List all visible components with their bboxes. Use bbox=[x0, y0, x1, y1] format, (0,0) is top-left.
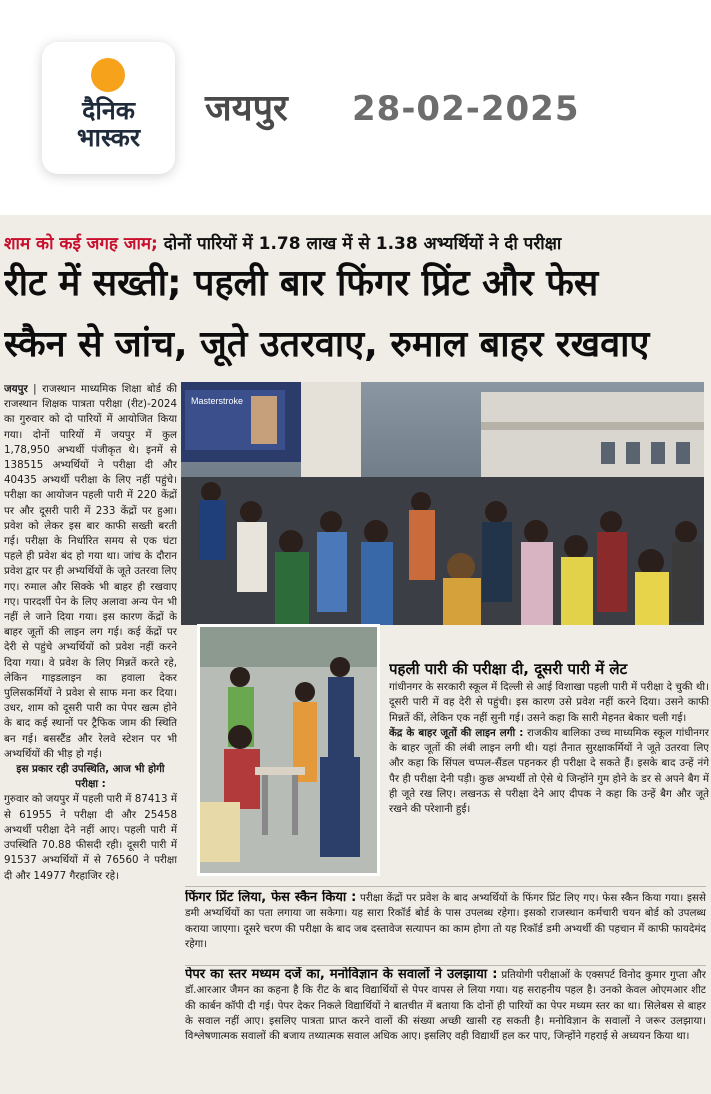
kicker-line bbox=[4, 230, 707, 258]
side-story-para-1: गांधीनगर के सरकारी स्कूल में दिल्ली से आई विशाखा पहली पारी में परीक्षा दे चुकी थी। दूसरी पारी में वह देरी से पहुंची। इस कारण उसे प्रवेश नहीं करने दिया। उसने काफी मिन्नतें कीं, लेकिन एक नहीं सुनी गई। उसने कहा कि सारी मेहनत बेकार चली गई। bbox=[389, 681, 709, 724]
kicker-black: दोनों पारियों में 1.78 लाख में से 1.38 अभ्यर्थियों ने दी परीक्षा bbox=[157, 234, 562, 254]
story-para-1: | राजस्थान माध्यमिक शिक्षा बोर्ड की राजस्थान शिक्षक पात्रता परीक्षा (रीट)-2024 का गुरुवार को दो पारियों में आयोजित किया गया। दोनों पारियों में जयपुर में कुल 1,78,950 अभ्यर्थी पंजीकृत थे। इनमें से 138515 अभ्यर्थियों ने परीक्षा दी और 40435 अभ्यर्थी परीक्षा के लिए नहीं पहुंचे। परीक्षा का आयोजन पहली पारी में 220 केंद्रों पर और दूसरी पारी में 233 केंद्रों पर हुआ। प्रवेश को लेकर इस बार काफी सख्ती बरती गई। परीक्षा के निर्धारित समय से एक घंटा पहले ही प्रवेश बंद हो गया था। जांच के दौरान प्रवेश द्वार पर ही अभ्यर्थियों के जूते उतरवा लिए गए। रुमाल और सिक्के भी बाहर ही रखवाए गए। पारदर्शी पेन के लिए अलावा अन्य पेन भी नहीं ले जाने दिया गया। इस कारण केंद्रों के बाहर जूतों की लाइन लग गई। कई केंद्रों पर देरी से पहुंचे अभ्यर्थियों को प्रवेश नहीं करने दिया गया। वे प्रवेश के लिए मिन्नतें करते रहे, लेकिन गाइडलाइन का हवाला देकर पुलिसकर्मियों ने प्रवेश से साफ मना कर दिया। उधर, शाम को दूसरी पारी का पेपर खत्म होने के बाद कई स्थानों पर ट्रैफिक जाम की स्थिति बन गई। बसस्टैंड और रेलवे स्टेशन पर भी अभ्यर्थियों की भीड़ हो गई। bbox=[4, 383, 177, 760]
divider bbox=[185, 886, 706, 887]
logo-line-2: भास्कर bbox=[76, 123, 141, 152]
edition-city: जयपुर bbox=[205, 88, 288, 129]
story-para-2: गुरुवार को जयपुर में पहली पारी में 87413 में से 61955 ने परीक्षा दी और 25458 अभ्यर्थी परीक्षा देने नहीं आए। पहली पारी में उपस्थिति 70.88 फीसदी रही। दूसरी पारी में 91537 अभ्यर्थियों में से 76560 ने परीक्षा दी और 14977 गैरहाजिर रहे। bbox=[4, 793, 177, 882]
kicker-red: शाम को कई जगह जाम; bbox=[4, 234, 158, 254]
logo-line-1: दैनिक bbox=[82, 96, 135, 125]
strip1-text: परीक्षा केंद्रों पर प्रवेश के बाद अभ्यर्थियों के फिंगर प्रिंट लिए गए। फेस स्कैन किया गया। इससे डमी अभ्यर्थियों का पता लगाया जा सकेगा। यह सारा रिकॉर्ड बोर्ड के पास उपलब्ध रहेगा। इसको राजस्थान कर्मचारी चयन बोर्ड को उपलब्ध कराया जाएगा। दूसरे चरण की परीक्षा के बाद जब दस्तावेज सत्यापन का काम होगा तो यह रिकॉर्ड डमी अभ्यर्थी की पहचान में काफी फायदेमंद रहेगा। bbox=[185, 892, 706, 950]
side-story bbox=[389, 658, 709, 880]
crowd-photo bbox=[181, 382, 704, 625]
fingerprint-check-photo bbox=[197, 624, 380, 876]
verification-illustration bbox=[200, 627, 377, 873]
dainik-bhaskar-logo bbox=[42, 42, 175, 174]
crowd-illustration bbox=[181, 382, 704, 625]
headline-line-1: रीट में सख्ती; पहली बार फिंगर प्रिंट और फेस bbox=[4, 263, 599, 304]
side-story-heading: पहली पारी की परीक्षा दी, दूसरी पारी में लेट bbox=[389, 660, 628, 678]
page-header bbox=[0, 0, 711, 215]
attendance-subhead: इस प्रकार रही उपस्थिति, आज भी होगी परीक्षा : bbox=[16, 763, 165, 791]
strip1-heading: फिंगर प्रिंट लिया, फेस स्कैन किया : bbox=[185, 890, 357, 905]
strip2-text: प्रतियोगी परीक्षाओं के एक्सपर्ट विनोद कुमार गुप्ता और डॉ.आरआर जैमन का कहना है कि रीट के बाद विद्यार्थियों से पेपर वापस ले लिया गया। यह सराहनीय पहल है। उनको केवल ओएमआर शीट की कार्बन कॉपी दी गई। पेपर देकर निकले विद्यार्थियों ने बातचीत में बताया कि दोनों ही पारियों का पेपर मध्यम स्तर का था। सिलेबस से बाहर के सवाल नहीं आए। इसलिए पात्रता प्राप्त करने वालों की संख्या अच्छी खासी रह सकती है। मनोविज्ञान के सवालों ने जरूर उलझाया। विश्लेषणात्मक सवालों की बजाय तथ्यात्मक सवाल अधिक आए। इसलिए वही विद्यार्थी हल कर पाए, जिन्होंने गहराई से अध्ययन किया था। bbox=[185, 969, 706, 1043]
sun-icon bbox=[91, 58, 125, 92]
headline-line-2: स्कैन से जांच, जूते उतरवाए, रुमाल बाहर रखवाए bbox=[4, 324, 650, 365]
strip2-heading: पेपर का स्तर मध्यम दर्जे का, मनोविज्ञान के सवालों ने उलझाया : bbox=[185, 967, 498, 982]
left-column-story bbox=[4, 382, 177, 1087]
fingerprint-strip bbox=[185, 890, 706, 965]
edition-date: 28-02-2025 bbox=[352, 89, 580, 129]
paper-level-strip bbox=[185, 967, 706, 1092]
divider bbox=[185, 965, 706, 966]
banner-text: Masterstroke bbox=[191, 396, 244, 406]
side-story-subhead: केंद्र के बाहर जूतों की लाइन लगी : bbox=[389, 726, 524, 739]
dateline: जयपुर bbox=[4, 383, 28, 395]
side-story-para-2: राजकीय बालिका उच्च माध्यमिक स्कूल गांधीनगर के बाहर जूतों की लंबी लाइन लगी थी। यहां तैनात सुरक्षाकर्मियों ने जूते उतरवा लिए और कहा कि सिंपल चप्पल-सैंडल पहनकर ही परीक्षा दे सकते हैं। इसके बाद उन्हें नंगे पैर ही परीक्षा देनी पड़ी। कुछ अभ्यर्थी तो ऐसे थे जिन्होंने गुम होने के डर से अपने बैग में ही जूते रख लिए। लखनऊ से परीक्षा देने आए दीपक ने कहा कि उन्हें बैग और जूते रखने की परेशानी हुई। bbox=[389, 726, 709, 816]
